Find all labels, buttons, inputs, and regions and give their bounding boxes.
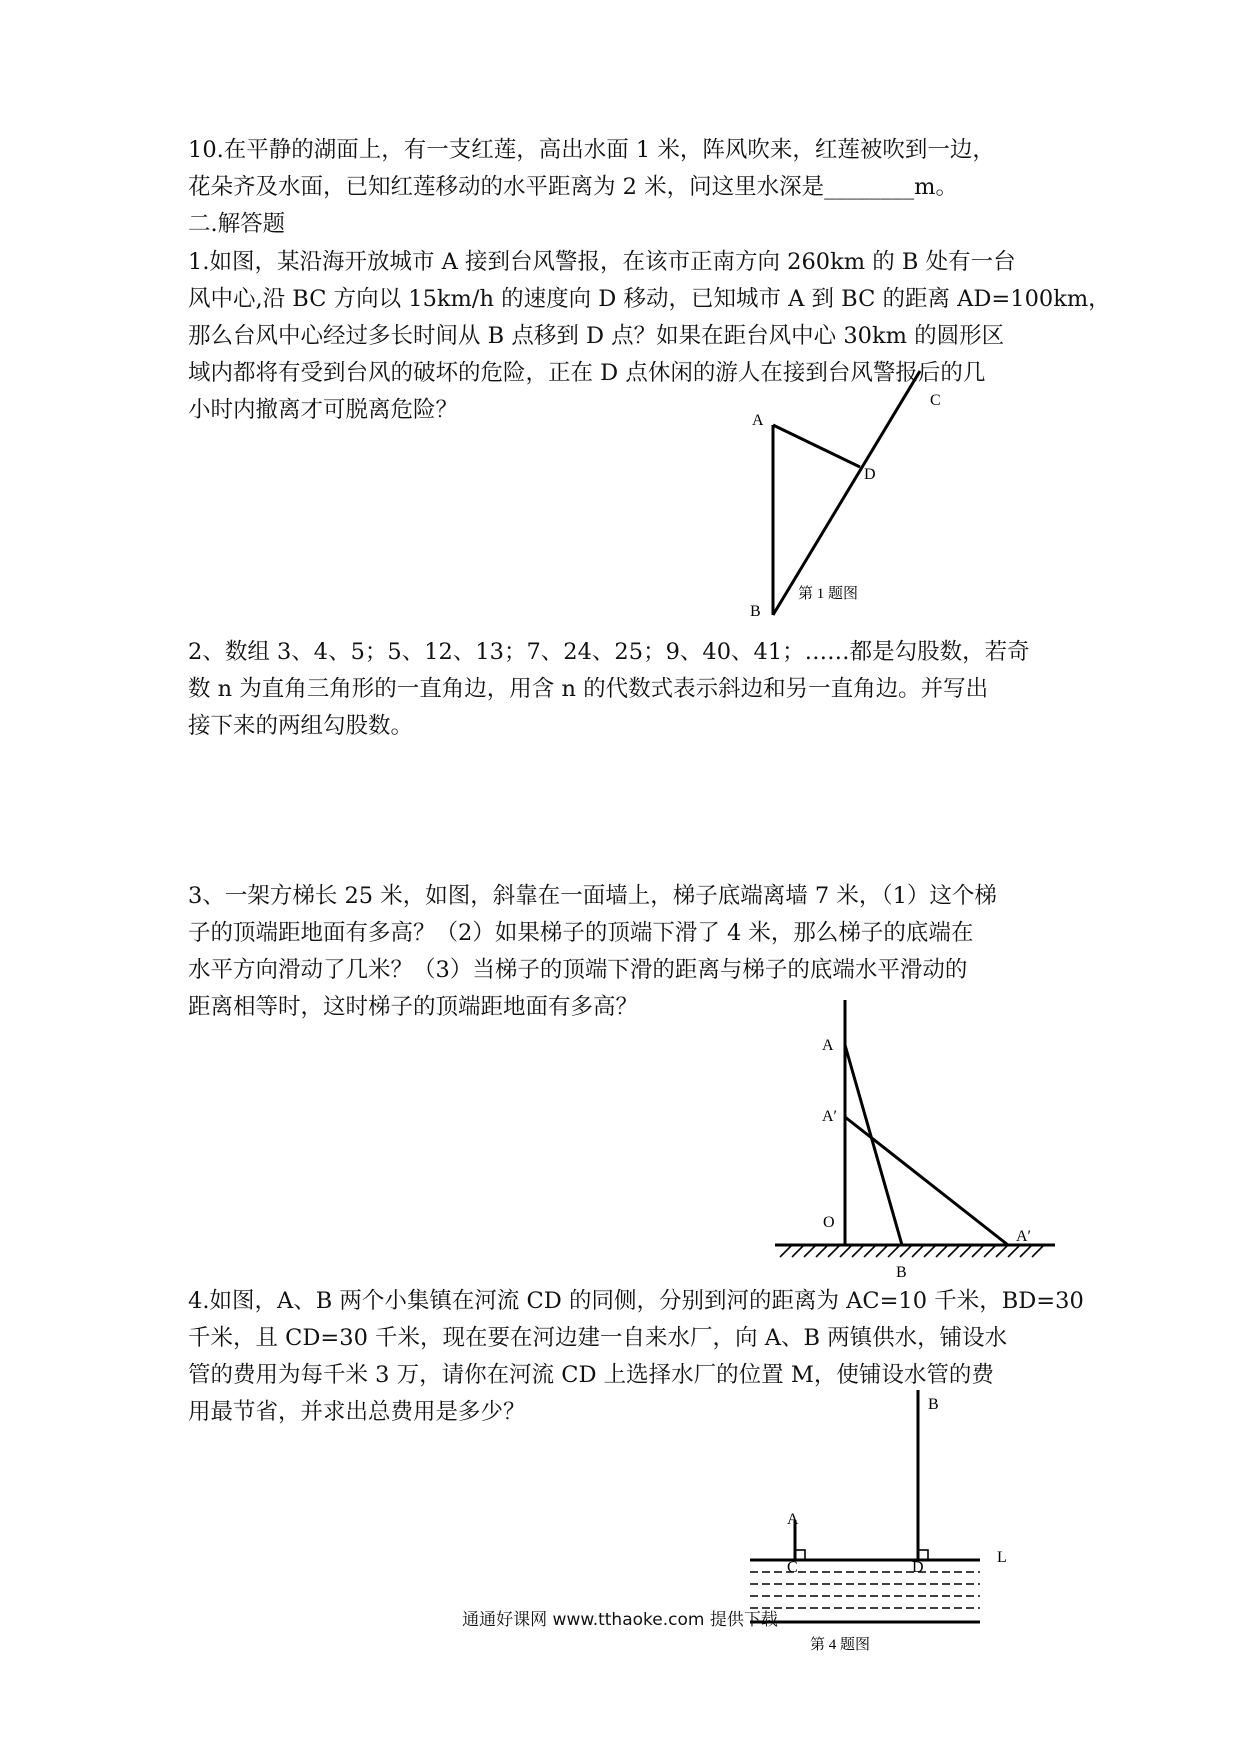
label-l: L: [997, 1549, 1007, 1566]
label-b: B: [896, 1264, 907, 1281]
problem-2-line: 数 n 为直角三角形的一直角边，用含 n 的代数式表示斜边和另一直角边。并写出: [188, 676, 989, 702]
figure-1-typhoon-diagram: [730, 375, 970, 625]
label-d: D: [864, 466, 876, 483]
label-a-prime: A′: [822, 1108, 838, 1125]
problem-3-line: 水平方向滑动了几米？（3）当梯子的顶端下滑的距离与梯子的底端水平滑动的: [188, 957, 968, 983]
ladder-slid: [845, 1117, 1008, 1245]
river-water: [750, 1572, 980, 1608]
problem-4-line: 用最节省，并求出总费用是多少？: [188, 1399, 526, 1425]
question-10-line-1: 10.在平静的湖面上，有一支红莲，高出水面 1 米，阵风吹来，红莲被吹到一边，: [188, 137, 995, 163]
figure-4-river-diagram: [740, 1390, 1040, 1653]
problem-4-line: 千米，且 CD=30 千米，现在要在河边建一自来水厂，向 A、B 两镇供水，铺设水: [188, 1325, 1008, 1351]
problem-2: [188, 634, 1058, 745]
problem-1-line: 风中心,沿 BC 方向以 15km/h 的速度向 D 移动，已知城市 A 到 BC 的距离 AD=100km，: [188, 286, 1111, 312]
label-o: O: [823, 1214, 835, 1231]
label-c: C: [787, 1559, 798, 1576]
section-heading: 二.解答题: [188, 211, 286, 237]
label-d: D: [912, 1559, 924, 1576]
label-b: B: [750, 603, 761, 620]
problem-1-line: 域内都将有受到台风的破坏的危险，正在 D 点休闲的游人在接到台风警报后的几: [188, 360, 986, 386]
question-10-line-2: 花朵齐及水面，已知红莲移动的水平距离为 2 米，问这里水深是________m。: [188, 174, 958, 200]
problem-3-line: 子的顶端距地面有多高？（2）如果梯子的顶端下滑了 4 米，那么梯子的底端在: [188, 920, 974, 946]
label-b: B: [928, 1396, 939, 1413]
label-a: A: [752, 412, 764, 429]
problem-1-line: 小时内撤离才可脱离危险？: [188, 397, 459, 423]
problem-4-line: 4.如图，A、B 两个小集镇在河流 CD 的同侧，分别到河的距离为 AC=10 千米，BD=30: [188, 1288, 1084, 1314]
problem-1-line: 1.如图，某沿海开放城市 A 接到台风警报，在该市正南方向 260km 的 B 处有一台: [188, 249, 1016, 275]
ground-hatching: [780, 1245, 1044, 1257]
segment-ad: [773, 425, 860, 467]
problem-4-line: 管的费用为每千米 3 万，请你在河流 CD 上选择水厂的位置 M，使铺设水管的费: [188, 1362, 994, 1388]
figure-1-caption: 第 1 题图: [798, 586, 859, 602]
figure-4-caption: 第 4 题图: [810, 1637, 871, 1653]
label-a: A: [822, 1037, 834, 1054]
figure-3-ladder-diagram: [770, 1000, 1070, 1290]
label-a: A: [787, 1511, 799, 1528]
question-10: [188, 132, 1058, 206]
problem-2-line: 2、数组 3、4、5；5、12、13；7、24、25；9、40、41；……都是勾股数，若奇: [188, 639, 1030, 665]
problem-3-line: 3、一架方梯长 25 米，如图，斜靠在一面墙上，梯子底端离墙 7 米，（1）这个梯: [188, 883, 997, 909]
problem-2-line: 接下来的两组勾股数。: [188, 713, 414, 739]
label-c: C: [930, 392, 941, 409]
ladder-original: [845, 1045, 902, 1245]
label-a-prime-ground: A′: [1016, 1228, 1032, 1245]
footer-source: 通通好课网 www.tthaoke.com 提供下载: [462, 1610, 778, 1630]
problem-1-line: 那么台风中心经过多长时间从 B 点移到 D 点？如果在距台风中心 30km 的圆形区: [188, 323, 1005, 349]
segment-bc: [773, 371, 920, 615]
problem-3-line: 距离相等时，这时梯子的顶端距地面有多高？: [188, 994, 639, 1020]
